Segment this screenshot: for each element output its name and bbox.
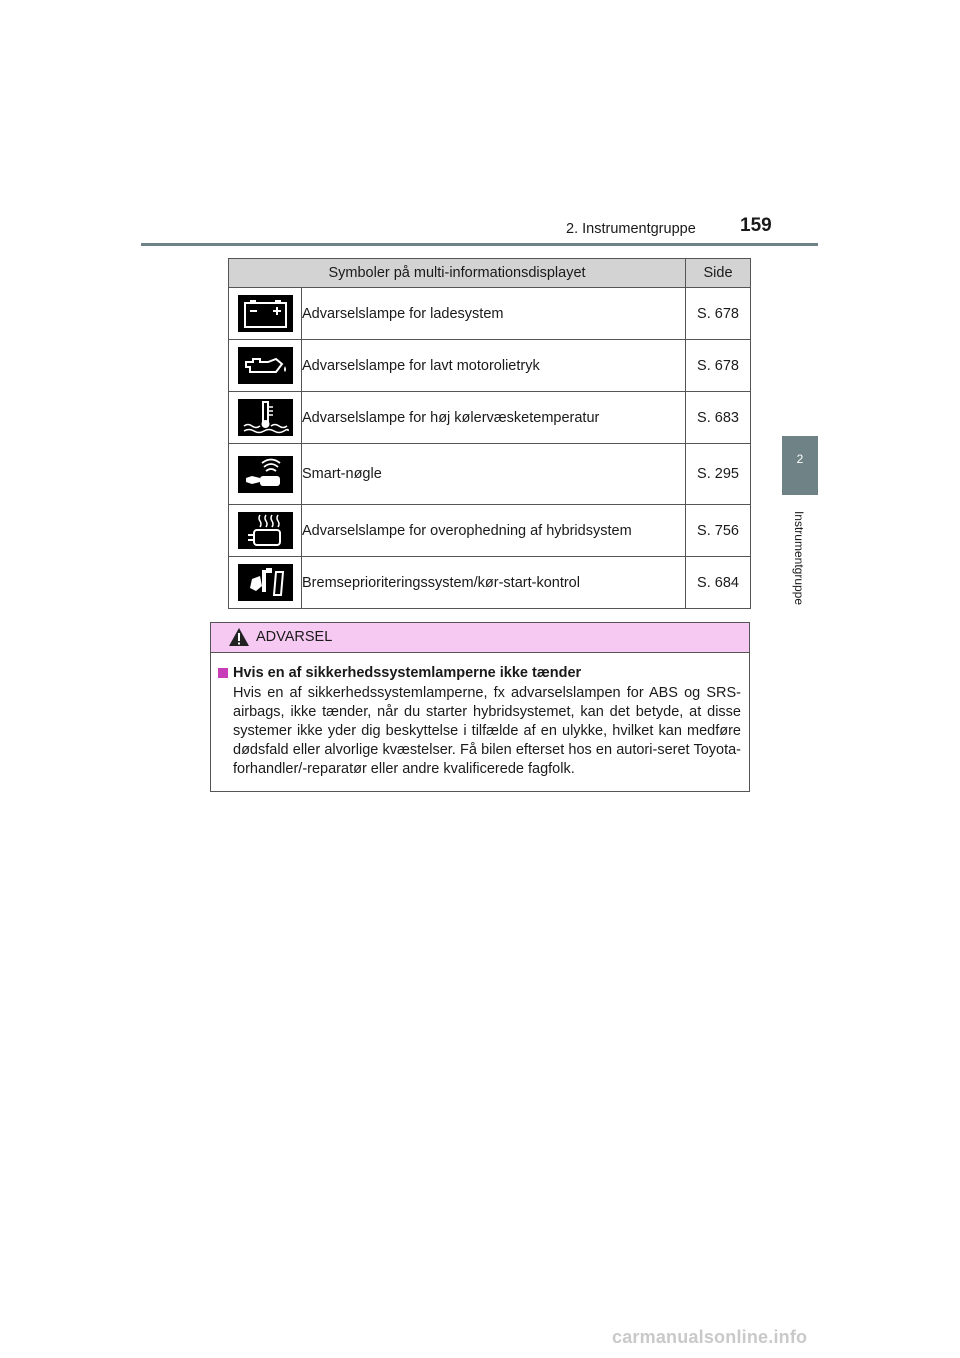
page-reference[interactable]: S. 678 — [686, 340, 751, 392]
coolant-temperature-icon — [238, 399, 293, 436]
table-row — [229, 444, 751, 505]
description-cell: Advarselslampe for høj kølervæsketemperatur — [302, 392, 686, 444]
description-cell: Bremseprioriteringssystem/kør-start-kontrol — [302, 557, 686, 609]
page-reference[interactable]: S. 678 — [686, 288, 751, 340]
chapter-tab[interactable]: 2 — [782, 436, 818, 495]
description-cell: Smart-nøgle — [302, 444, 686, 505]
hybrid-overheat-icon — [238, 512, 293, 549]
warning-box — [210, 622, 750, 792]
table-header-row — [229, 259, 751, 288]
icon-cell — [229, 444, 302, 505]
warning-header — [211, 623, 749, 653]
watermark: carmanualsonline.info — [612, 1327, 808, 1347]
icon-cell — [229, 288, 302, 340]
page-reference[interactable]: S. 295 — [686, 444, 751, 505]
warning-body — [211, 653, 749, 779]
column-header-page: Side — [686, 259, 751, 288]
table-row — [229, 392, 751, 444]
bullet-square-icon — [218, 668, 228, 678]
table-row — [229, 505, 751, 557]
icon-cell — [229, 392, 302, 444]
icon-cell — [229, 557, 302, 609]
warning-heading — [218, 665, 741, 681]
page-reference[interactable]: S. 683 — [686, 392, 751, 444]
table-row — [229, 557, 751, 609]
brake-override-icon — [238, 564, 293, 601]
header-rule — [141, 243, 818, 246]
description-cell: Advarselslampe for lavt motorolietryk — [302, 340, 686, 392]
warning-triangle-icon — [228, 627, 250, 647]
chapter-tab-label: Instrumentgruppe — [792, 510, 806, 606]
battery-icon — [238, 295, 293, 332]
icon-cell — [229, 505, 302, 557]
warning-heading-text: Hvis en af sikkerhedssystemlamperne ikke tænder — [233, 665, 582, 681]
warning-label: ADVARSEL — [256, 629, 333, 645]
column-header-symbols: Symboler på multi-informationsdisplayet — [229, 259, 686, 288]
page-number: 159 — [740, 215, 772, 236]
oil-can-icon — [238, 347, 293, 384]
warning-text: Hvis en af sikkerhedssystemlamperne, fx advarselslampen for ABS og SRS-airbags, ikke tænder, når du starter hybridsystemet, kan det betyde, at disse systemer ikke yder dig beskyttelse i tilfælde af en ulykke, hvilket kan medføre dødsfald eller alvorlige kvæstelser. Få bilen efterset hos en autori-seret Toyota-forhandler/-reparatør eller andre kvalificerede fagfolk. — [233, 685, 741, 777]
page-reference[interactable]: S. 756 — [686, 505, 751, 557]
symbols-table — [228, 258, 751, 609]
section-title: 2. Instrumentgruppe — [566, 221, 696, 237]
table-row — [229, 340, 751, 392]
table-row — [229, 288, 751, 340]
description-cell: Advarselslampe for overophedning af hybridsystem — [302, 505, 686, 557]
description-cell: Advarselslampe for ladesystem — [302, 288, 686, 340]
smart-key-icon — [238, 456, 293, 493]
page-reference[interactable]: S. 684 — [686, 557, 751, 609]
icon-cell — [229, 340, 302, 392]
